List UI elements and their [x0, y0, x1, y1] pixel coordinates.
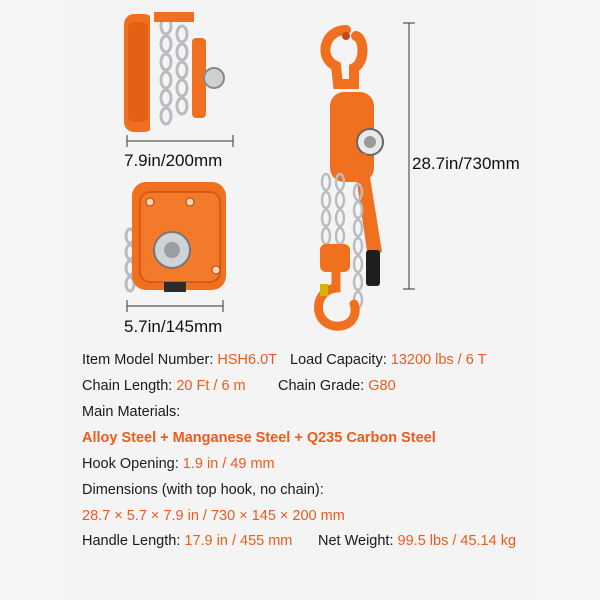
chain-length-value: 20 Ft / 6 m	[176, 378, 246, 394]
spec-chain-grade	[278, 378, 396, 394]
net-weight-value: 99.5 lbs / 45.14 kg	[397, 533, 517, 549]
hook-opening-value: 1.9 in / 49 mm	[182, 456, 275, 472]
main-materials-value: Alloy Steel + Manganese Steel + Q235 Carbon Steel	[82, 430, 436, 446]
width-top-label: 7.9in/200mm	[124, 151, 223, 170]
chain-grade-value: G80	[368, 378, 396, 394]
net-weight-label: Net Weight:	[318, 533, 394, 549]
spec-load-capacity	[290, 352, 486, 368]
width-bottom-label: 5.7in/145mm	[124, 317, 223, 336]
item-model-value: HSH6.0T	[217, 352, 278, 368]
chain-length-label: Chain Length:	[82, 378, 173, 394]
spec-net-weight	[318, 533, 516, 549]
spec-chain-length	[82, 378, 246, 394]
width-bottom-dimension-line	[125, 299, 225, 313]
handle-length-value: 17.9 in / 455 mm	[184, 533, 293, 549]
load-capacity-value: 13200 lbs / 6 T	[390, 352, 487, 368]
height-label: 28.7in/730mm	[412, 154, 520, 173]
chain-grade-label: Chain Grade:	[278, 378, 365, 394]
item-model-label: Item Model Number:	[82, 352, 214, 368]
main-materials-label: Main Materials:	[82, 404, 181, 420]
handle-length-label: Handle Length:	[82, 533, 181, 549]
spec-handle-length	[82, 533, 292, 549]
front-view-photo	[120, 178, 230, 298]
width-top-dimension-line	[125, 134, 235, 148]
hook-opening-label: Hook Opening:	[82, 456, 179, 472]
dimensions-value: 28.7 × 5.7 × 7.9 in / 730 × 145 × 200 mm	[82, 508, 345, 524]
lever-hoist-photo	[296, 22, 396, 332]
side-view-photo	[118, 8, 228, 138]
load-capacity-label: Load Capacity:	[290, 352, 387, 368]
spec-row-model-capacity	[82, 352, 277, 368]
spec-hook-opening	[82, 456, 275, 472]
dimensions-label: Dimensions (with top hook, no chain):	[82, 482, 324, 498]
